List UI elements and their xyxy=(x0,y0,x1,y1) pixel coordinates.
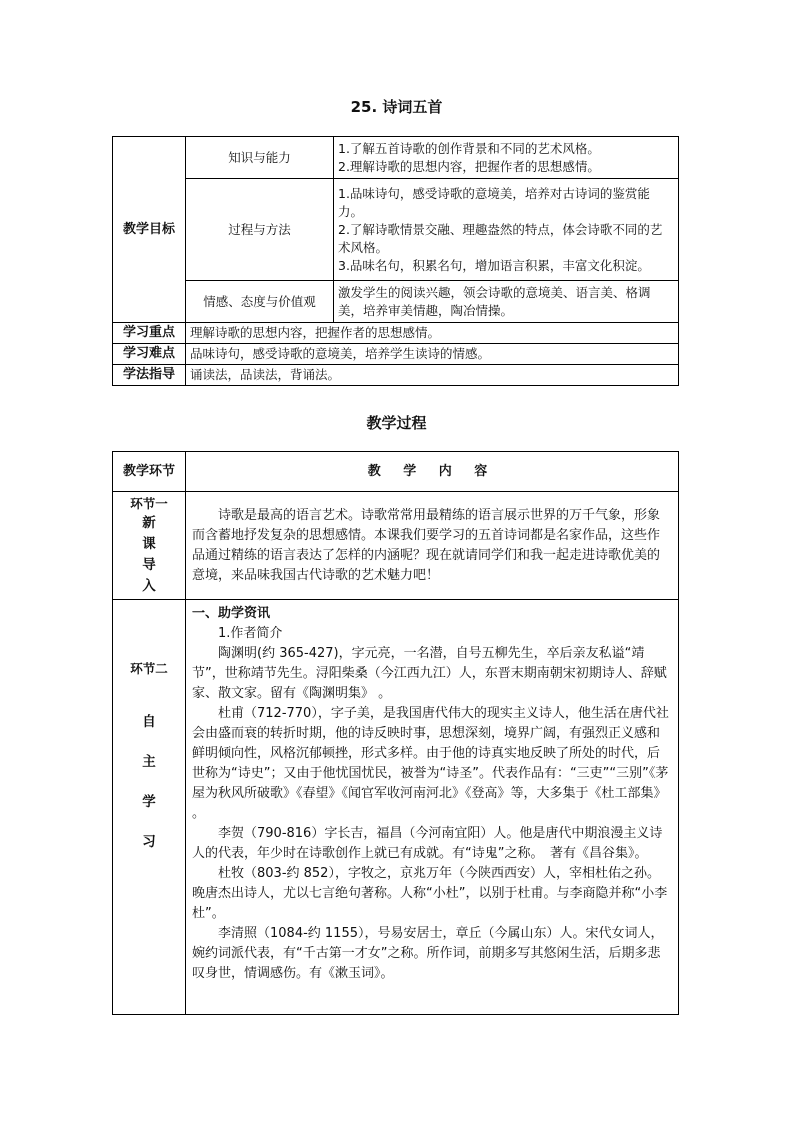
author-bio-tao-yuanming: 陶渊明(约 365-427)，字元亮，一名潜，自号五柳先生，卒后亲友私谥“靖节”，世称靖节先生。浔阳柴桑（今江西九江）人，东晋末期南朝宋初期诗人、辞赋家、散文家。留有《陶渊明集》 。 xyxy=(192,646,667,701)
goal-process-text xyxy=(334,179,679,281)
author-bio-du-fu: 杜甫（712-770），字子美，是我国唐代伟大的现实主义诗人，他生活在唐代社会由盛而衰的转折时期，他的诗反映时事，思想深刻，境界广阔，有强烈正义感和鲜明倾向性，风格沉郁顿挫，形式多样。由于他的诗真实地反映了所处的时代，后世称为“诗史”；又由于他忧国忧民，被誉为“诗圣”。代表作品有：“三吏”“三别”《茅屋为秋风所破歌》《春望》《闻官军收河南河北》《登高》等，大多集于《杜工部集》 。 xyxy=(192,706,669,821)
goal-category-process: 过程与方法 xyxy=(186,179,334,281)
step2-label-line: 习 xyxy=(142,834,156,850)
process-title: 教学过程 xyxy=(366,414,427,432)
author-bio-li-qingzhao: 李清照（1084-约 1155），号易安居士，章丘（今属山东）人。宋代女词人，婉约词派代表，有“千古第一才女”之称。所作词，前期多写其悠闲生活，后期多悲叹身世，情调感伤。有《漱玉词》。 xyxy=(192,926,664,981)
process-col-content-header: 教 学 内 容 xyxy=(186,452,679,492)
step2-label-line: 主 xyxy=(142,754,156,770)
step2-label-line: 自 xyxy=(142,714,156,730)
methods-text: 诵读法，品读法，背诵法。 xyxy=(186,365,679,386)
goal-line: 3.品味名句，积累名句，增加语言积累，丰富文化积淀。 xyxy=(338,257,650,273)
goals-label: 教学目标 xyxy=(113,137,186,323)
goal-line: 2.理解诗歌的思想内容，把握作者的思想感情。 xyxy=(338,158,600,174)
goal-line: 1.品味诗句，感受诗歌的意境美，培养对古诗词的鉴赏能力。 xyxy=(338,185,650,219)
step1-label-line: 导 xyxy=(142,557,156,573)
goal-category-emotion: 情感、态度与价值观 xyxy=(186,281,334,323)
teaching-goals-table xyxy=(112,136,679,386)
methods-label: 学法指导 xyxy=(113,365,186,386)
document-title: 25. 诗词五首 xyxy=(350,98,443,116)
goal-emotion-text: 激发学生的阅读兴趣，领会诗歌的意境美、语言美、格调美，培养审美情趣，陶冶情操。 xyxy=(334,281,679,323)
step1-label-line: 课 xyxy=(142,536,156,552)
key-points-text: 理解诗歌的思想内容，把握作者的思想感情。 xyxy=(186,323,679,344)
difficulties-text: 品味诗句，感受诗歌的意境美，培养学生读诗的情感。 xyxy=(186,344,679,365)
step1-paragraph: 诗歌是最高的语言艺术。诗歌常常用最精练的语言展示世界的万千气象，形象而含蓄地抒发复杂的思想感情。本课我们要学习的五首诗词都是名家作品，这些作品通过精练的语言表达了怎样的内涵呢？现在就请同学们和我一起走进诗歌优美的意境，来品味我国古代诗歌的艺术魅力吧！ xyxy=(192,507,661,583)
step1-label-line: 新 xyxy=(142,515,156,531)
step2-label-line: 学 xyxy=(142,794,156,810)
step2-label-line: 环节二 xyxy=(130,661,168,676)
step1-label-line: 环节一 xyxy=(130,496,168,511)
author-bio-du-mu: 杜牧（803-约 852），字牧之，京兆万年（今陕西西安）人，宰相杜佑之孙。晚唐杰出诗人，尤以七言绝句著称。人称“小杜”，以别于杜甫。与李商隐并称“小李杜”。 xyxy=(192,866,668,921)
goal-line: 1.了解五首诗歌的创作背景和不同的艺术风格。 xyxy=(338,140,600,156)
goal-knowledge-text xyxy=(334,137,679,179)
subsection-heading: 1.作者简介 xyxy=(218,626,283,641)
key-points-label: 学习重点 xyxy=(113,323,186,344)
process-col-step-header: 教学环节 xyxy=(113,452,186,492)
step1-label-line: 入 xyxy=(142,578,156,594)
section-heading: 一、助学资讯 xyxy=(192,606,271,621)
step2-label xyxy=(113,600,186,1015)
step1-label xyxy=(113,492,186,600)
step1-content xyxy=(186,492,679,600)
goal-line: 2.了解诗歌情景交融、理趣盎然的特点，体会诗歌不同的艺术风格。 xyxy=(338,221,663,255)
author-bio-li-he: 李贺（790-816）字长吉，福昌（今河南宜阳）人。他是唐代中期浪漫主义诗人的代表，年少时在诗歌创作上就已有成就。有“诗鬼”之称。 著有《昌谷集》。 xyxy=(192,826,663,861)
goal-category-knowledge: 知识与能力 xyxy=(186,137,334,179)
teaching-process-table xyxy=(112,451,679,1015)
step2-content xyxy=(186,600,679,1015)
difficulties-label: 学习难点 xyxy=(113,344,186,365)
